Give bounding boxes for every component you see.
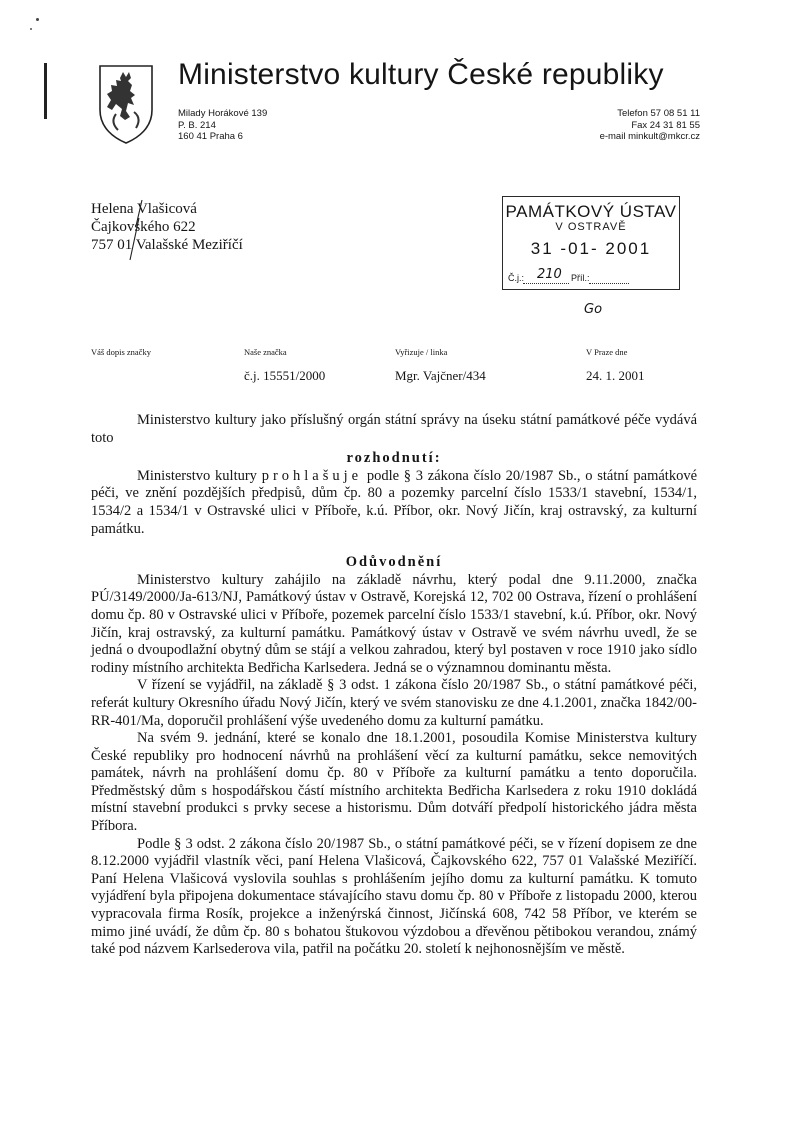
decision-lead: Ministerstvo kultury — [137, 467, 257, 484]
contact-line: Fax 24 31 81 55 — [631, 119, 700, 131]
ministry-contact — [600, 108, 700, 143]
recipient-line: Čajkovského 622 — [91, 219, 196, 235]
ref-label-our-ref: Naše značka — [244, 347, 287, 357]
recipient-line: Helena Vlašicová — [91, 201, 197, 217]
stamp-pril-label: Příl.: — [571, 273, 590, 283]
scan-mark — [44, 63, 47, 119]
stamp-city: V OSTRAVĚ — [555, 221, 627, 233]
reasoning-paragraph-3: Na svém 9. jednání, které se konalo dne 18.1.2001, posoudila Komise Ministerstva kultury České republiky pro hodnocení návrhů na prohlášení věcí za kulturní památku, sekce nemovitých památek, návrh na prohlášení domu čp. 80 v Příboře za kulturní památku a tento doporučila. Předměstský dům s hospodářskou částí místního architekta Bedřicha Karlsedera z roku 1910 dokládá místní stavební produkci s prvky secese a historismu. Dům dotváří předpolí historického jádra města Příbora. — [91, 730, 697, 835]
stamp-cj-line — [523, 283, 569, 284]
address-line: 160 41 Praha 6 — [178, 131, 243, 142]
ref-label-handled-by: Vyřizuje / linka — [395, 347, 448, 357]
scan-speck — [30, 28, 32, 30]
reasoning-paragraph-1: Ministerstvo kultury zahájilo na základě návrhu, který podal dne 9.11.2000, značka PÚ/3149/2000/Ja-613/NJ, Památkový ústav v Ostravě, Korejská 12, 702 00 Ostrava, řízení o prohlášení domu čp. 80 v Ostravské ulici v Příboře, pozemek parcelní číslo 1533/1 stavební, k.ú. Příbor, okr. Nový Jičín, kraj ostravský, za kulturní památku. Památkový ústav v Ostravě ve svém návrhu uvedl, že se jedná o dvoupodlažní obytný dům se stájí a velkou zahradou, který byl postaven v roce 1910 jako sídlo rodiny místního architekta Bedřicha Karlsedera. Jedná se o významnou dominantu města. — [91, 571, 697, 676]
ministry-address — [178, 108, 267, 143]
contact-line: e-mail minkult@mkcr.cz — [599, 131, 700, 142]
ref-label-your-letter: Váš dopis značky — [91, 347, 151, 357]
ref-value-handled-by: Mgr. Vajčner/434 — [395, 368, 486, 383]
intro-paragraph: Ministerstvo kultury jako příslušný orgán státní správy na úseku státní památkové péče vydává toto — [91, 412, 697, 446]
ref-label-date: V Praze dne — [586, 347, 628, 357]
scan-speck — [36, 18, 39, 21]
ref-value-date: 24. 1. 2001 — [586, 368, 645, 383]
stamp-cj-handwritten: 210 — [537, 267, 562, 282]
contact-line: Telefon 57 08 51 11 — [617, 108, 700, 119]
recipient-line: 757 01 Valašské Meziříčí — [91, 237, 243, 253]
recipient-address — [91, 200, 243, 254]
stamp-cj-label: Č.j.: — [508, 273, 525, 283]
address-line: Milady Horákové 139 — [178, 108, 268, 119]
address-line: P. B. 214 — [178, 119, 216, 131]
decision-text: podle § 3 zákona číslo 20/1987 Sb., o státní památkové péči, ve znění pozdějších předpisů, dům čp. 80 a pozemky parcelní číslo 1533/1 stavební, 1534/1, 1534/2 a 1534/1 v Ostravské ulici v Příboře, k.ú. Příbor, okr. Nový Jičín, kraj ostravský, za kulturní památku. — [91, 467, 698, 537]
stamp-date: 31 -01- 2001 — [530, 239, 652, 258]
receipt-stamp — [502, 196, 680, 290]
reasoning-heading: Odůvodnění — [345, 554, 443, 571]
ministry-title: Ministerstvo kultury České republiky — [178, 58, 664, 91]
reasoning-paragraph-4: Podle § 3 odst. 2 zákona číslo 20/1987 Sb., o státní památkové péči, se v řízení dopisem ze dne 8.12.2000 vyjádřil vlastník věci, paní Helena Vlašicová, Čajkovského 622, 757 01 Valašské Meziříčí. Paní Helena Vlašicová vyslovila souhlas s prohlášením jejího domu za kulturní památku. K tomuto vyjádření byla připojena dokumentace stávajícího stavu domu čp. 80 v Příboře z listopadu 2000, kterou vypracovala firma Rosík, projekce a inženýrská činnost, Jičínská 608, 742 58 Příbor, ve kterém se mimo jiné uvádí, že dům čp. 80 s bohatou štukovou výzdobou a dřevěnou pětibokou verandou, známý také pod názvem Karlsederova vila, patřil na počátku 20. století k nejhonosnějším ve městě. — [91, 835, 697, 958]
pen-slash-mark — [124, 198, 146, 262]
stamp-pril-line — [589, 283, 629, 284]
stamp-institution: PAMÁTKOVÝ ÚSTAV — [505, 202, 677, 221]
decision-heading: rozhodnutí: — [346, 450, 442, 467]
decision-word: prohlašuje — [261, 467, 363, 484]
handwritten-note: Go — [584, 302, 603, 317]
letter-body — [91, 412, 697, 959]
decision-paragraph — [91, 468, 697, 538]
coat-of-arms-lion-icon — [96, 62, 156, 146]
ref-value-our-ref: č.j. 15551/2000 — [244, 368, 326, 383]
reasoning-paragraph-2: V řízení se vyjádřil, na základě § 3 odst. 1 zákona číslo 20/1987 Sb., o státní památkové péči, referát kultury Okresního úřadu Nový Jičín, který ve svém stanovisku ze dne 4.1.2001, značka 1842/00-RR-401/Ma, doporučil prohlášení výše uvedeného domu za kulturní památku. — [91, 677, 697, 729]
